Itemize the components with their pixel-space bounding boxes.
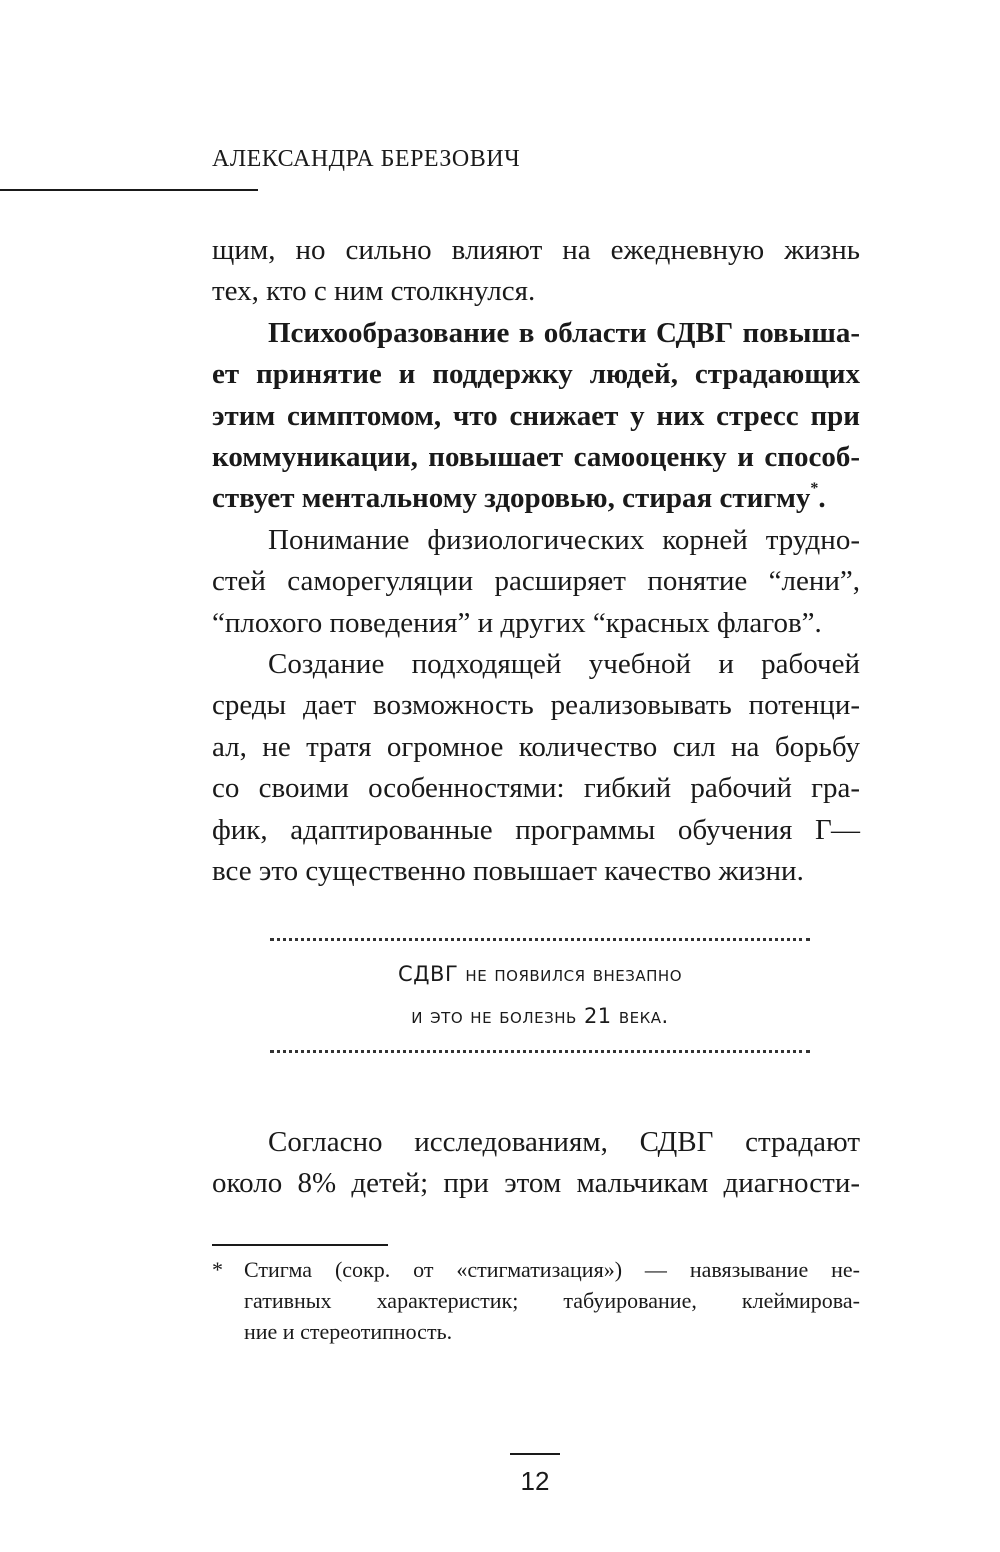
body-line: “плохого поведения” и других “красных флагов”. [212, 606, 822, 639]
body-line: среды дает возможность реализовывать потенци- [212, 689, 860, 722]
footnote-reference: * [810, 480, 819, 498]
body-line: тех, кто с ним столкнулся. [212, 275, 536, 308]
body-line: стей саморегуляции расширяет понятие “лени”, [212, 565, 860, 598]
pull-quote-bottom-divider [270, 1050, 810, 1053]
footnote-marker: * [212, 1257, 223, 1282]
page-number: 12 [520, 1466, 550, 1496]
body-text-bottom [212, 1122, 860, 1205]
bold-line: ет принятие и поддержку людей, страдающих [212, 358, 860, 391]
body-line: со своими особенностями: гибкий рабочий гра- [212, 772, 860, 805]
body-line: Согласно исследованиям, СДВГ страдают [268, 1126, 860, 1158]
running-head-author: АЛЕКСАНДРА БЕРЕЗОВИЧ [212, 146, 521, 172]
footnote-line: гативных характеристик; табуирование, клеймирова- [244, 1288, 860, 1313]
body-line: все это существенно повышает качество жизни. [212, 855, 804, 888]
footnote-line: Стигма (сокр. от «стигматизация») — навязывание не- [244, 1257, 860, 1282]
bold-line: коммуникации, повышает самооценку и способ- [212, 441, 860, 474]
pull-quote-line-2: и это не болезнь 21 века. [411, 1004, 669, 1028]
body-line: около 8% детей; при этом мальчикам диагности- [212, 1167, 860, 1200]
pull-quote-top-divider [270, 938, 810, 941]
page-number-rule [510, 1453, 560, 1455]
footnote-line: ние и стереотипность. [244, 1319, 453, 1344]
bold-line-with-footnote-ref [212, 478, 860, 519]
footnote-rule [212, 1244, 388, 1246]
bold-line-text: ствует ментальному здоровью, стирая стигму [212, 482, 811, 515]
body-line: щим, но сильно влияют на ежедневную жизнь [212, 234, 860, 266]
body-line: Понимание физиологических корней трудно- [268, 523, 860, 556]
bold-line: этим симптомом, что снижает у них стресс при [212, 399, 860, 432]
bold-line-end: . [818, 482, 826, 515]
bold-line: Психообразование в области СДВГ повыша- [268, 316, 860, 349]
pull-quote-line-1: СДВГ не появился внезапно [397, 962, 683, 986]
body-text-top [212, 230, 860, 893]
body-line: Создание подходящей учебной и рабочей [268, 648, 860, 681]
header-rule [0, 189, 258, 191]
footnote [212, 1254, 860, 1347]
body-line: ал, не тратя огромное количество сил на борьбу [212, 730, 860, 763]
body-line: фик, адаптированные программы обучения Г— [212, 813, 860, 846]
